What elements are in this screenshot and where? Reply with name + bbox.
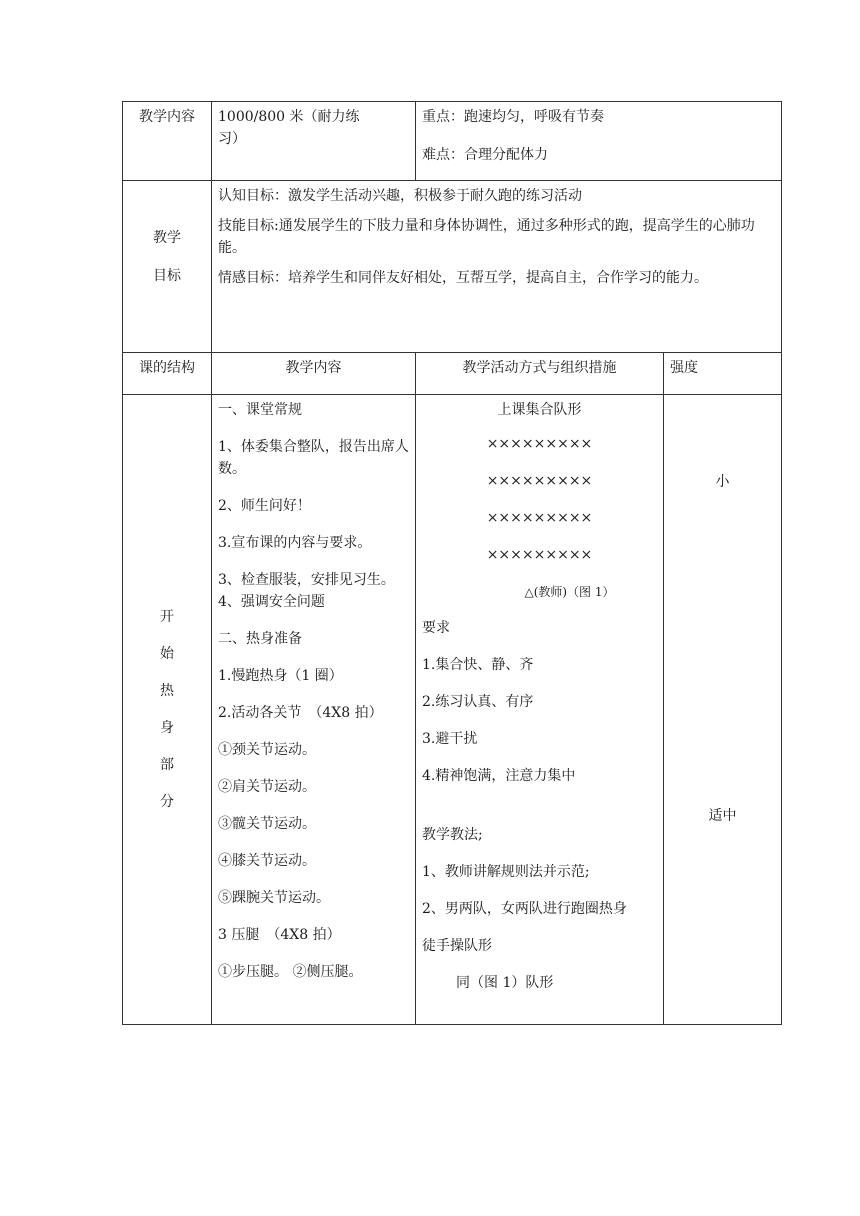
skill-objective: 技能目标:通发展学生的下肢力量和身体协调性，通过多种形式的跑，提高学生的心肺功能。 xyxy=(218,218,755,256)
content-item: 1、体委集合整队，报告出席人数。 xyxy=(218,439,409,477)
content-text: 1000/800 米（耐力练习） xyxy=(218,109,360,147)
section-label-char: 分 xyxy=(160,793,174,810)
lesson-plan-table xyxy=(122,101,782,1025)
formation-row: ××××××××× xyxy=(486,547,593,563)
difficult-point-text: 难点：合理分配体力 xyxy=(422,147,548,163)
formation-title: 上课集合队形 xyxy=(497,402,582,418)
key-points-cell xyxy=(416,102,782,181)
method-item: 2、男两队，女两队进行跑圈热身 xyxy=(422,901,627,917)
methods-list xyxy=(422,861,657,920)
objectives-row xyxy=(123,181,782,353)
drill-title: 徒手操队形 xyxy=(422,938,492,954)
requirement-item: 2.练习认真、有序 xyxy=(422,694,534,710)
section-label-char: 热 xyxy=(160,682,174,699)
section-activities xyxy=(416,395,664,1025)
methods-title: 教学教法; xyxy=(422,827,483,843)
content-item: ①步压腿。 ②侧压腿。 xyxy=(218,964,363,980)
requirements-title: 要求 xyxy=(422,620,450,636)
formation-row: ××××××××× xyxy=(486,510,593,526)
emotional-objective: 情感目标：培养学生和同伴友好相处，互帮互学，提高自主，合作学习的能力。 xyxy=(218,270,708,286)
section-label xyxy=(123,395,212,1025)
content-item: ④膝关节运动。 xyxy=(218,853,316,869)
column-structure: 课的结构 xyxy=(123,353,212,395)
content-list xyxy=(218,399,409,983)
column-activities: 教学活动方式与组织措施 xyxy=(416,353,664,395)
content-item: 4、强调安全问题 xyxy=(218,594,325,610)
key-point-text: 重点：跑速均匀，呼吸有节奏 xyxy=(422,109,604,125)
content-label: 教学内容 xyxy=(123,102,212,181)
content-item: 3、检查服装，安排见习生。 xyxy=(218,572,395,588)
intensity-small: 小 xyxy=(715,474,730,490)
objectives-label-line1: 教学 xyxy=(153,230,181,246)
difficult-point xyxy=(416,132,781,170)
section-label-char: 始 xyxy=(160,645,174,662)
content-value xyxy=(212,102,416,181)
section-intensity xyxy=(664,395,782,1025)
requirement-item: 1.集合快、静、齐 xyxy=(422,657,534,673)
content-item: ②肩关节运动。 xyxy=(218,779,316,795)
section-label-char: 身 xyxy=(160,719,174,736)
requirement-item: 4.精神饱满，注意力集中 xyxy=(422,768,576,784)
column-header-row xyxy=(123,353,782,395)
content-item: 1.慢跑热身（1 圈） xyxy=(218,668,343,684)
objectives-content xyxy=(212,181,782,353)
formation-row: ××××××××× xyxy=(486,473,593,489)
content-item: 3.宣布课的内容与要求。 xyxy=(218,535,372,551)
requirement-item: 3.避干扰 xyxy=(422,731,478,747)
section-content xyxy=(212,395,416,1025)
content-item: ①颈关节运动。 xyxy=(218,742,316,758)
section-label-char: 部 xyxy=(160,756,174,773)
content-item: 3 压腿 （4X8 拍） xyxy=(218,927,341,943)
content-item: ③髋关节运动。 xyxy=(218,816,316,832)
intensity-moderate: 适中 xyxy=(708,808,737,824)
content-item: ⑤踝腕关节运动。 xyxy=(218,890,330,906)
cognitive-objective: 认知目标：激发学生活动兴趣，积极参于耐久跑的练习活动 xyxy=(218,188,582,204)
formation-caption: △(教师)（图 1） xyxy=(524,585,615,599)
section-label-char: 开 xyxy=(160,608,174,625)
objectives-label xyxy=(123,181,212,353)
content-item: 二、热身准备 xyxy=(218,631,302,647)
method-item: 1、教师讲解规则法并示范; xyxy=(422,864,590,880)
column-intensity: 强度 xyxy=(664,353,782,395)
objectives-label-line2: 目标 xyxy=(153,268,181,284)
content-item: 2、师生问好！ xyxy=(218,498,311,514)
content-item: 2.活动各关节 （4X8 拍） xyxy=(218,705,383,721)
formation-diagram xyxy=(422,433,657,566)
content-item: 一、课堂常规 xyxy=(218,402,302,418)
key-point xyxy=(416,102,781,132)
section-label-vertical xyxy=(129,599,205,821)
content-row xyxy=(123,102,782,181)
column-content: 教学内容 xyxy=(212,353,416,395)
requirements-list xyxy=(422,654,657,787)
formation-row: ××××××××× xyxy=(486,436,593,452)
drill-caption: 同（图 1）队形 xyxy=(456,975,554,991)
warmup-row xyxy=(123,395,782,1025)
